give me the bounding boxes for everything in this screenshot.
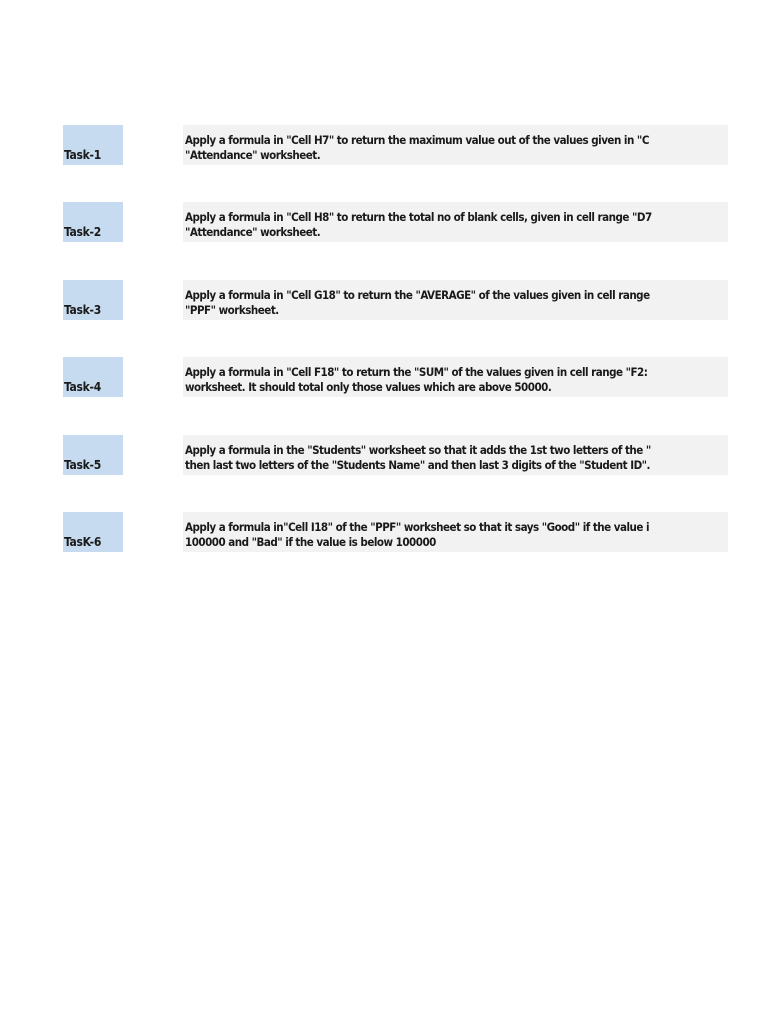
task-label: TasK-6	[64, 535, 102, 549]
task-description-clip	[185, 210, 668, 240]
task-label-cell[interactable]	[63, 280, 123, 320]
task-description: Apply a formula in "Cell F18" to return the "SUM" of the values given in cell range "F2: worksheet. It should total only those values which are above 50000.	[185, 365, 648, 394]
task-label-cell[interactable]	[63, 512, 123, 552]
task-description-clip	[185, 443, 668, 473]
task-description: Apply a formula in the "Students" worksheet so that it adds the 1st two letters of the " then last two letters of the "Students Name" and then last 3 digits of the "Student ID".	[185, 443, 651, 472]
task-description-cell[interactable]	[183, 125, 728, 165]
task-description: Apply a formula in "Cell H8" to return the total no of blank cells, given in cell range "D7 "Attendance" worksheet.	[185, 210, 652, 239]
task-row-4	[0, 357, 768, 397]
task-label-cell[interactable]	[63, 202, 123, 242]
task-row-5	[0, 435, 768, 475]
task-label: Task-2	[64, 225, 101, 239]
task-description-clip	[185, 133, 668, 163]
task-description-cell[interactable]	[183, 435, 728, 475]
task-description-cell[interactable]	[183, 357, 728, 397]
task-row-1	[0, 125, 768, 165]
task-label: Task-1	[64, 148, 101, 162]
task-label-cell[interactable]	[63, 435, 123, 475]
task-row-2	[0, 202, 768, 242]
task-description-cell[interactable]	[183, 280, 728, 320]
task-description: Apply a formula in "Cell G18" to return the "AVERAGE" of the values given in cell range "PPF" worksheet.	[185, 288, 650, 317]
task-description: Apply a formula in"Cell I18" of the "PPF" worksheet so that it says "Good" if the value i 100000 and "Bad" if the value is below 100000	[185, 520, 650, 549]
task-description: Apply a formula in "Cell H7" to return the maximum value out of the values given in "C "Attendance" worksheet.	[185, 133, 649, 162]
task-description-cell[interactable]	[183, 202, 728, 242]
task-description-clip	[185, 288, 668, 318]
task-description-cell[interactable]	[183, 512, 728, 552]
task-label: Task-5	[64, 458, 101, 472]
task-description-clip	[185, 520, 668, 550]
task-description-clip	[185, 365, 668, 395]
task-label: Task-3	[64, 303, 101, 317]
task-label: Task-4	[64, 380, 101, 394]
task-label-cell[interactable]	[63, 125, 123, 165]
task-row-3	[0, 280, 768, 320]
task-label-cell[interactable]	[63, 357, 123, 397]
task-row-6	[0, 512, 768, 552]
